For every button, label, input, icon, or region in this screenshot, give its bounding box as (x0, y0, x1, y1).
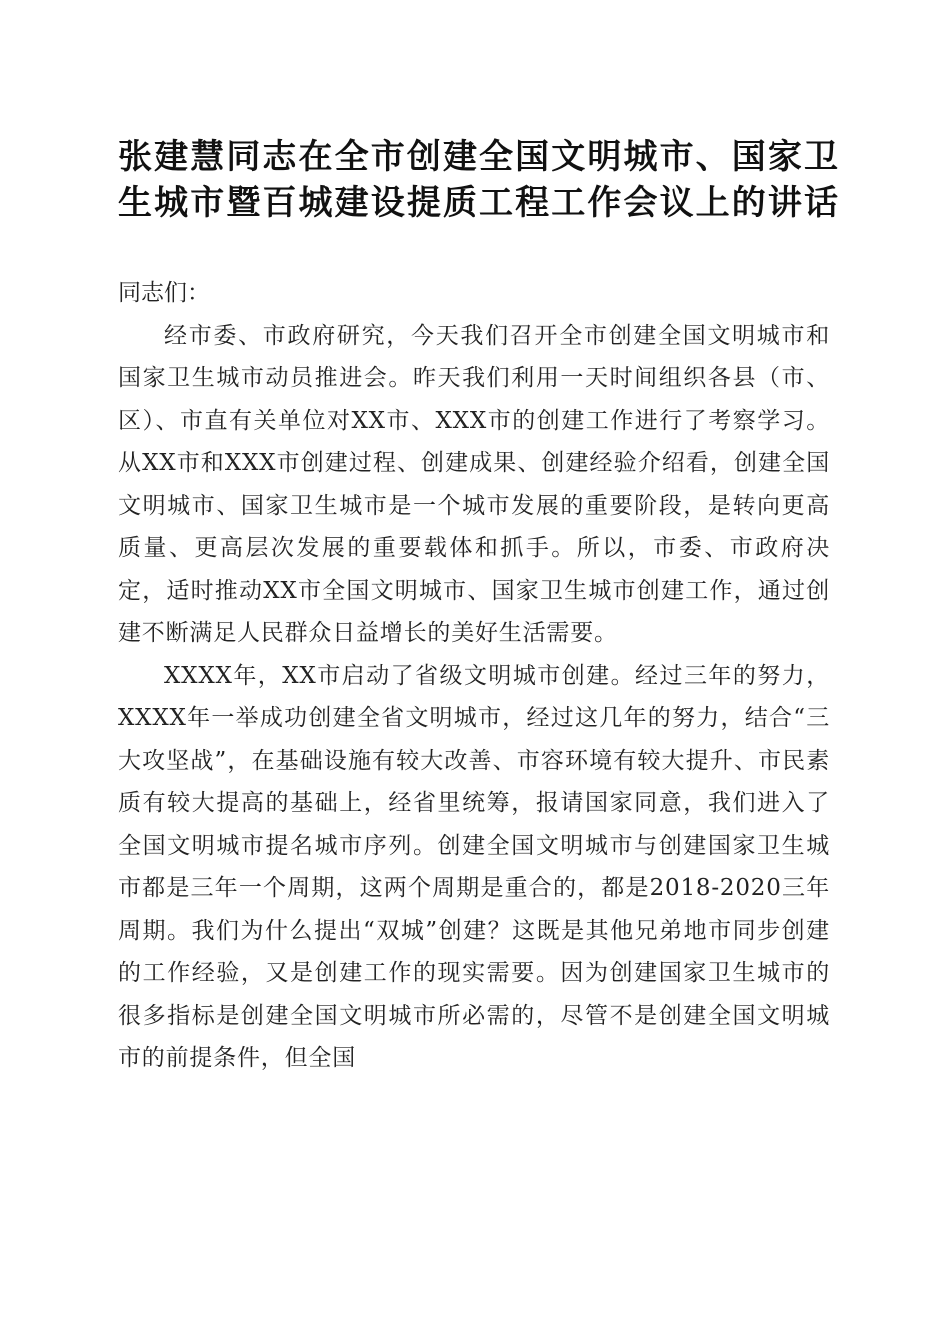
document-body (118, 272, 830, 1080)
paragraph-2: XXXX年，XX市启动了省级文明城市创建。经过三年的努力，XXXX年一举成功创建全省文明城市，经过这几年的努力，结合“三大攻坚战”，在基础设施有较大改善、市容环境有较大提升、市民素质有较大提高的基础上，经省里统筹，报请国家同意，我们进入了全国文明城市提名城市序列。创建全国文明城市与创建国家卫生城市都是三年一个周期，这两个周期是重合的，都是2018-2020三年周期。我们为什么提出“双城”创建？这既是其他兄弟地市同步创建的工作经验，又是创建工作的现实需要。因为创建国家卫生城市的很多指标是创建全国文明城市所必需的，尽管不是创建全国文明城市的前提条件，但全国 (118, 662, 830, 1071)
document-title (118, 134, 838, 226)
title-line-2: 生城市暨百城建设提质工程工作会议上的讲话 (118, 183, 838, 223)
paragraph-1: 经市委、市政府研究，今天我们召开全市创建全国文明城市和国家卫生城市动员推进会。昨天我们利用一天时间组织各县（市、区）、市直有关单位对XX市、XXX市的创建工作进行了考察学习。从XX市和XXX市创建过程、创建成果、创建经验介绍看，创建全国文明城市、国家卫生城市是一个城市发展的重要阶段，是转向更高质量、更高层次发展的重要载体和抓手。所以，市委、市政府决定，适时推动XX市全国文明城市、国家卫生城市创建工作，通过创建不断满足人民群众日益增长的美好生活需要。 (118, 322, 830, 646)
greeting: 同志们： (118, 280, 210, 306)
title-line-1: 张建慧同志在全市创建全国文明城市、国家卫 (118, 137, 838, 177)
